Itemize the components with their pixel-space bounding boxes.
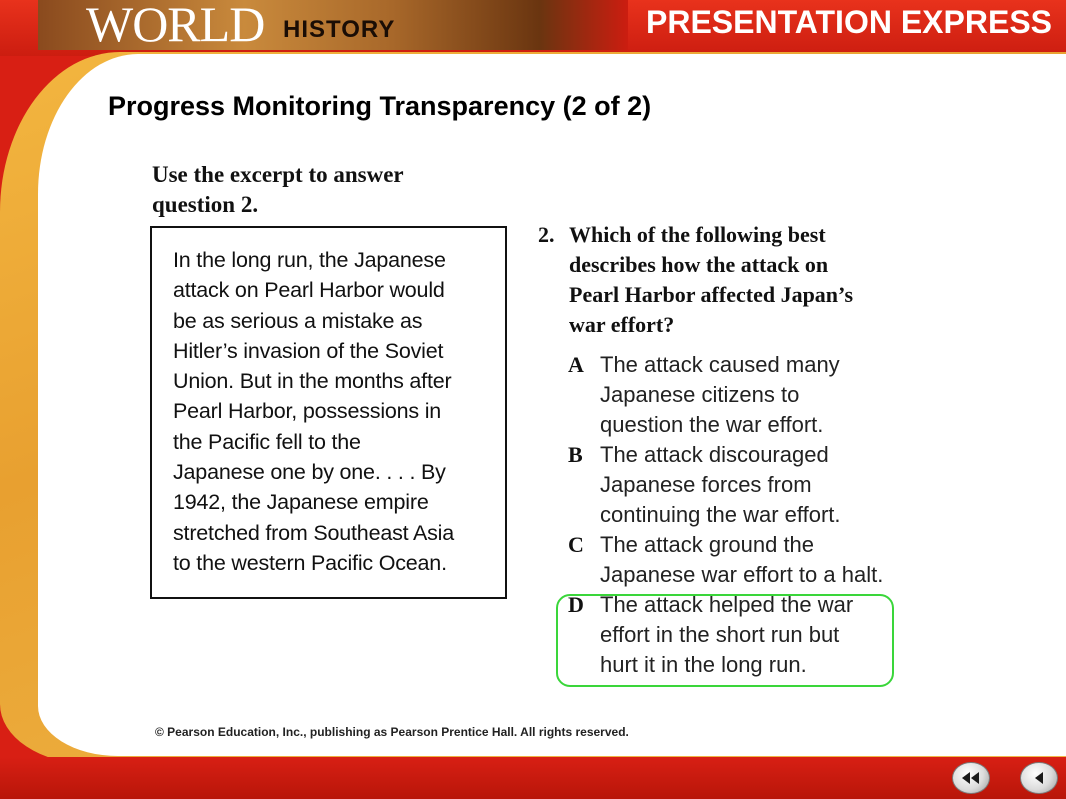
logo-world-text: WORLD bbox=[86, 0, 265, 52]
header-bar bbox=[0, 0, 1066, 56]
question-number: 2. bbox=[538, 222, 555, 247]
answer-option-c bbox=[568, 530, 908, 590]
answer-text: The attack discouraged Japanese forces from continuing the war effort. bbox=[600, 442, 841, 527]
answer-text: The attack ground the Japanese war effort to a halt. bbox=[600, 532, 884, 587]
back-icon bbox=[1032, 771, 1046, 785]
footer-bar bbox=[0, 757, 1066, 799]
question-instruction: Use the excerpt to answer question 2. bbox=[152, 162, 404, 217]
rewind-icon bbox=[961, 771, 981, 785]
excerpt-box bbox=[150, 226, 507, 599]
answer-letter: C bbox=[568, 532, 584, 557]
back-button[interactable] bbox=[1020, 762, 1058, 794]
world-history-logo bbox=[38, 0, 628, 50]
excerpt-text: In the long run, the Japanese attack on Pearl Harbor would be as serious a mistake as Hitler’s invasion of the Soviet Union. But in the months after Pearl Harbor, possessions in the Pacific fell to the Japanese one by one. . . . By 1942, the Japanese empire stretched from Southeast Asia to the western Pacific Ocean. bbox=[173, 248, 455, 575]
rewind-button[interactable] bbox=[952, 762, 990, 794]
slide-title: Progress Monitoring Transparency (2 of 2) bbox=[108, 91, 652, 121]
answer-letter: A bbox=[568, 352, 584, 377]
product-title: PRESENTATION EXPRESS bbox=[646, 4, 1052, 40]
answer-letter: D bbox=[568, 592, 584, 617]
logo-history-text: HISTORY bbox=[283, 16, 396, 43]
answer-text: The attack caused many Japanese citizens to question the war effort. bbox=[600, 352, 840, 437]
answer-option-b bbox=[568, 440, 908, 530]
correct-answer-highlight bbox=[556, 594, 894, 687]
answer-text: The attack helped the war effort in the short run but hurt it in the long run. bbox=[600, 592, 854, 677]
copyright-notice: © Pearson Education, Inc., publishing as Pearson Prentice Hall. All rights reserved. bbox=[155, 725, 629, 739]
question-text: Which of the following best describes how the attack on Pearl Harbor affected Japan’s war effort? bbox=[569, 222, 854, 337]
answer-letter: B bbox=[568, 442, 583, 467]
answer-option-a bbox=[568, 350, 908, 440]
